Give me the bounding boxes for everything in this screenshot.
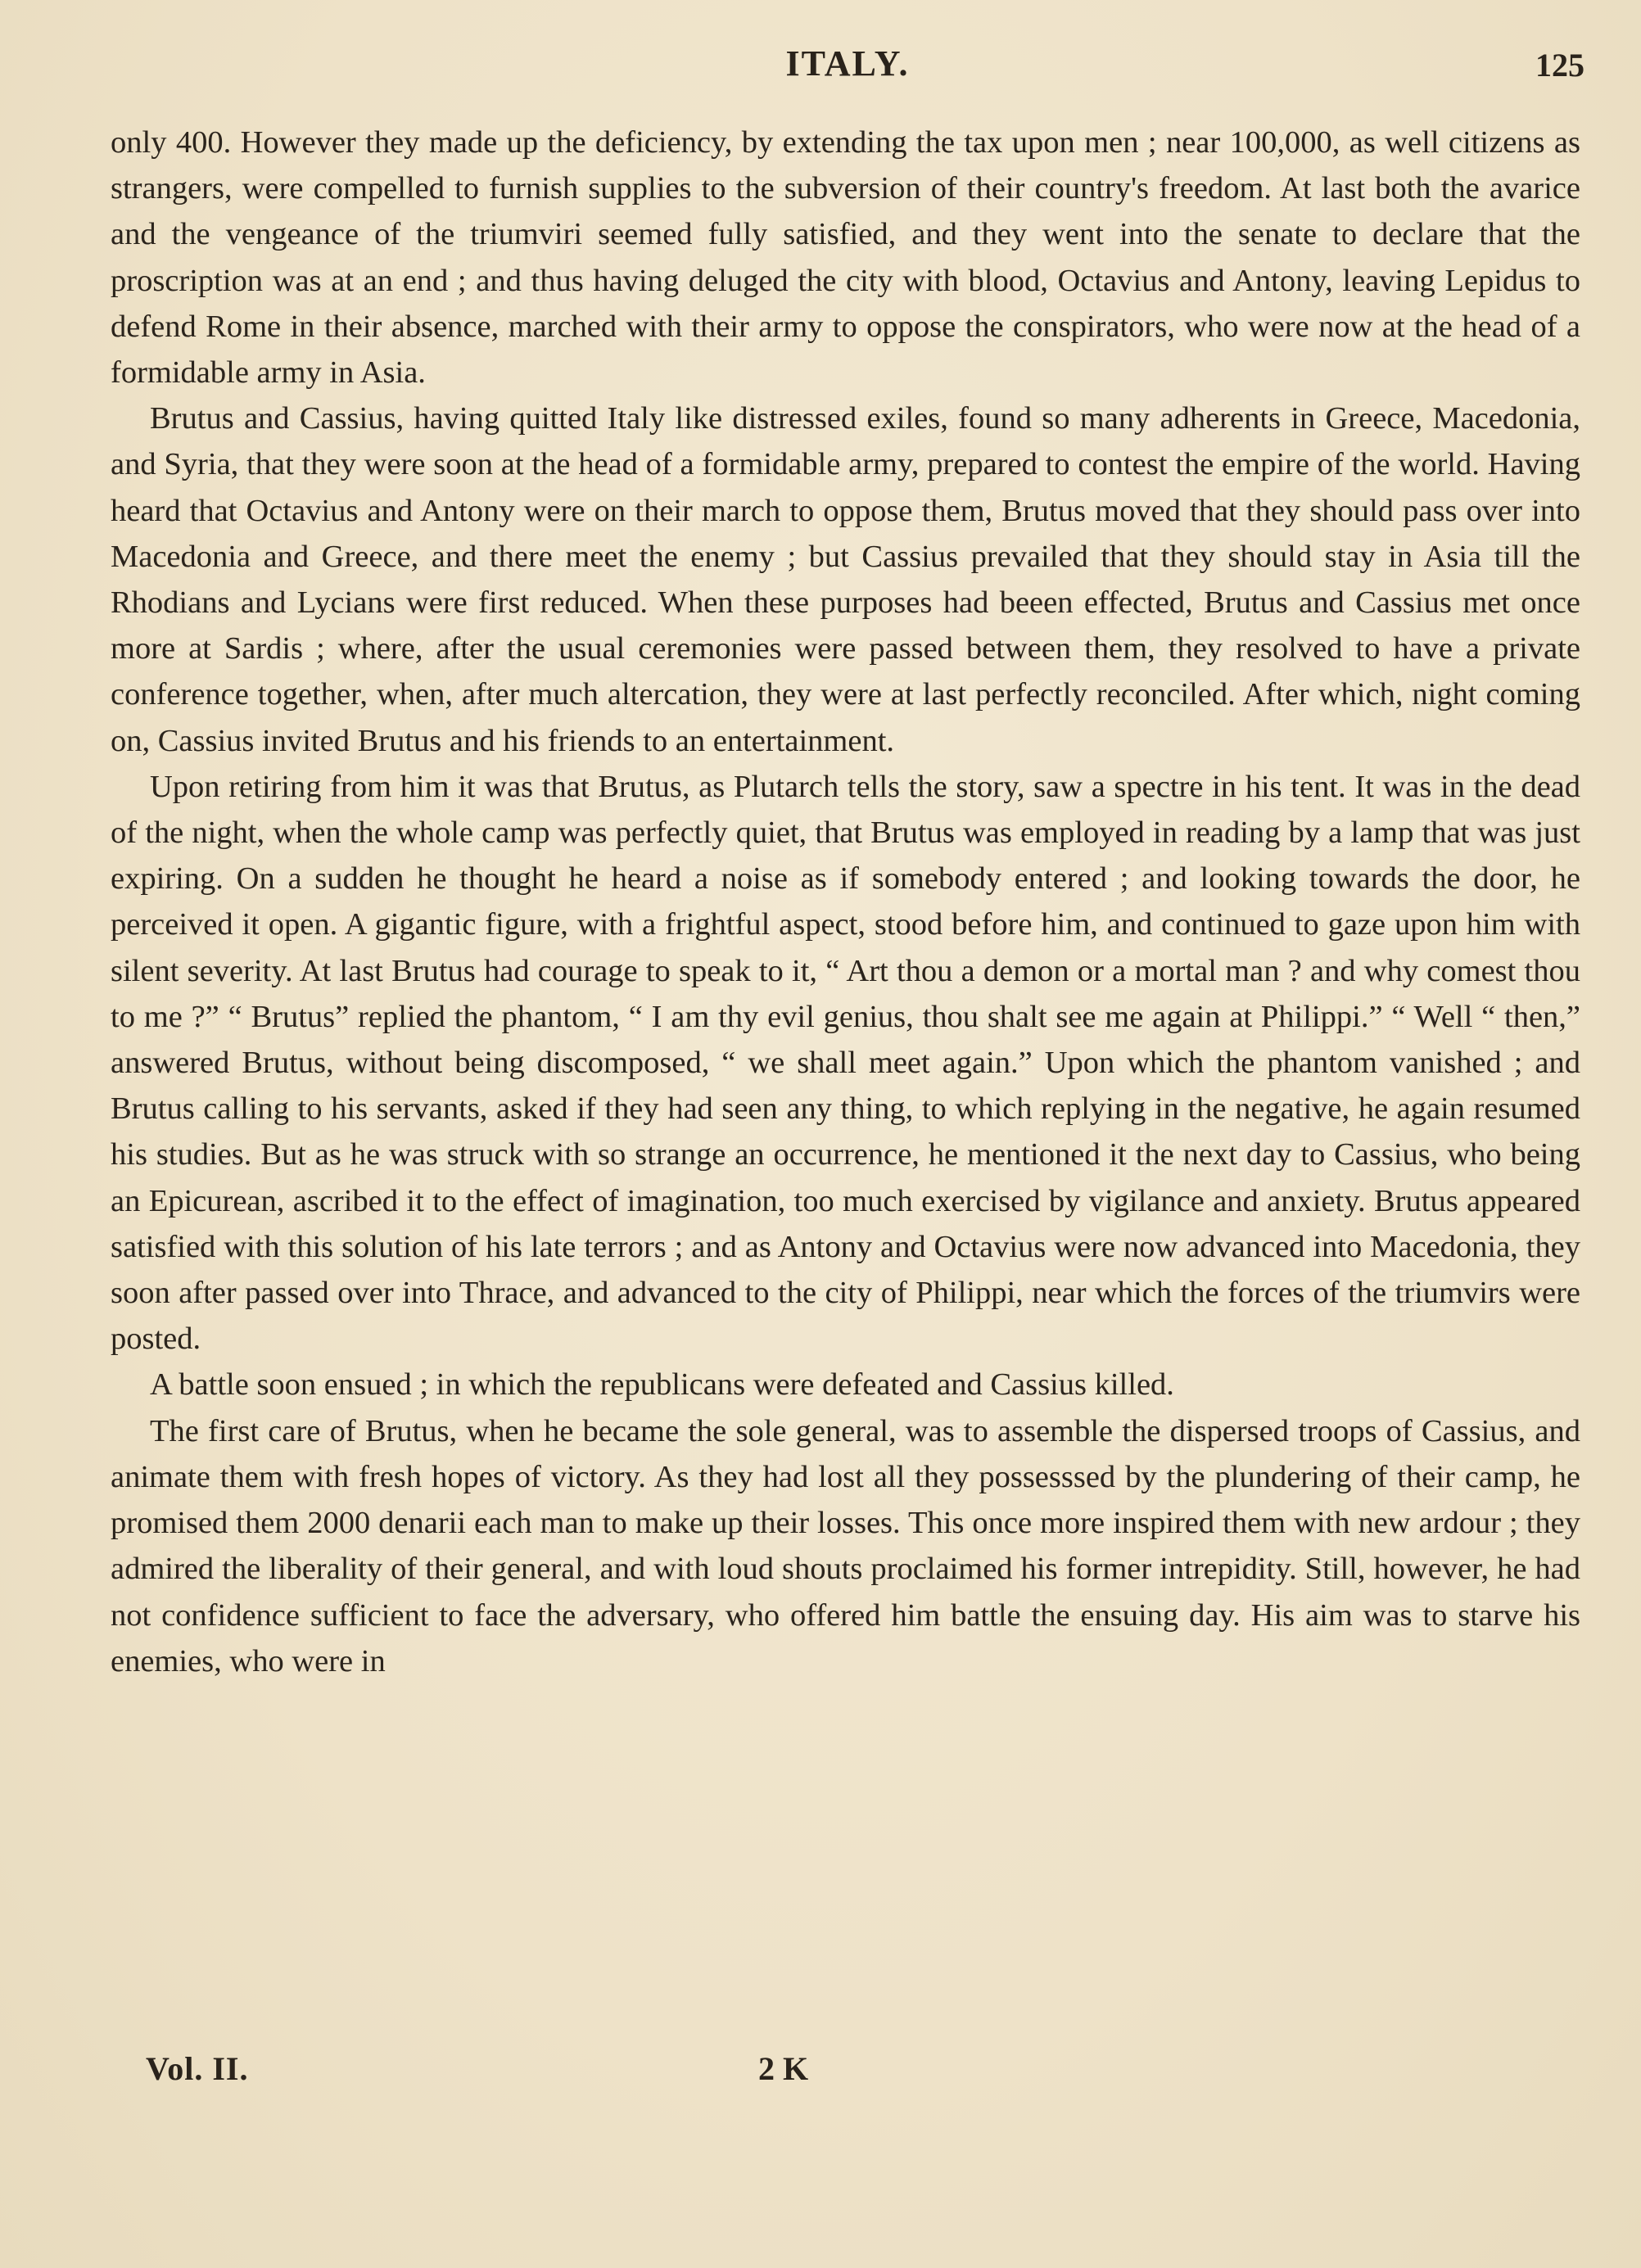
paragraph: A battle soon ensued ; in which the republicans were defeated and Cassius killed. [150, 1367, 1174, 1403]
paragraph: The first care of Brutus, when he became the sole general, was to assemble the dispersed troops of Cassius, and animate them with fresh hopes of victory. As they had lost all they possesssed by the plundering of their camp, he promised them 2000 denarii each man to make up their losses. This once more inspired them with new ardour ; they admired the liberality of their general, and with loud shouts proclaimed his former intrepidity. Still, however, he had not confidence sufficient to face the adversary, who offered him battle the ensuing day. His aim was to starve his enemies, who were in [111, 1413, 1580, 1678]
page-number: 125 [1535, 47, 1584, 84]
page-header [111, 43, 1584, 92]
body-text [111, 120, 1580, 1684]
paragraph-continued: only 400. However they made up the deficiency, by extending the tax upon men ; near 100,000, as well citizens as strangers, were compelled to furnish supplies to the subversion of their country's freedom. At last both the avarice and the vengeance of the triumviri seemed fully satisfied, and they went into the senate to declare that the proscription was at an end ; and thus having deluged the city with blood, Octavius and Antony, leaving Lepidus to defend Rome in their absence, marched with their army to oppose the conspirators, who were now at the head of a formidable army in Asia. [111, 125, 1580, 391]
signature-mark: 2 K [758, 2050, 809, 2087]
paragraph: Upon retiring from him it was that Brutus, as Plutarch tells the story, saw a spectre in his tent. It was in the dead of the night, when the whole camp was perfectly quiet, that Brutus was employed in reading by a lamp that was just expiring. On a sudden he thought he heard a noise as if somebody entered ; and looking towards the door, he perceived it open. A gigantic figure, with a frightful aspect, stood before him, and continued to gaze upon him with silent severity. At last Brutus had courage to speak to it, “ Art thou a demon or a mortal man ? and why comest thou to me ?” “ Brutus” replied the phantom, “ I am thy evil genius, thou shalt see me again at Philippi.” “ Well “ then,” answered Brutus, without being discomposed, “ we shall meet again.” Upon which the phantom vanished ; and Brutus calling to his servants, asked if they had seen any thing, to which replying in the negative, he again resumed his studies. But as he was struck with so strange an occurrence, he mentioned it the next day to Cassius, who being an Epicurean, ascribed it to the effect of imagination, too much exercised by vigilance and anxiety. Brutus appeared satisfied with this solution of his late terrors ; and as Antony and Octavius were now advanced into Macedonia, they soon after passed over into Thrace, and advanced to the city of Philippi, near which the forces of the triumvirs were posted. [111, 769, 1580, 1357]
running-head: ITALY. [785, 43, 910, 84]
page-footer [146, 2049, 965, 2099]
volume-mark: Vol. II. [146, 2050, 249, 2087]
paragraph: Brutus and Cassius, having quitted Italy like distressed exiles, found so many adherents in Greece, Macedonia, and Syria, that they were soon at the head of a formidable army, prepared to contest the empire of the world. Having heard that Octavius and Antony were on their march to oppose them, Brutus moved that they should pass over into Macedonia and Greece, and there meet the enemy ; but Cassius prevailed that they should stay in Asia till the Rhodians and Lycians were first reduced. When these purposes had beeen effected, Brutus and Cassius met once more at Sardis ; where, after the usual ceremonies were passed between them, they resolved to have a private conference together, when, after much altercation, they were at last perfectly reconciled. After which, night coming on, Cassius invited Brutus and his friends to an entertainment. [111, 401, 1580, 758]
